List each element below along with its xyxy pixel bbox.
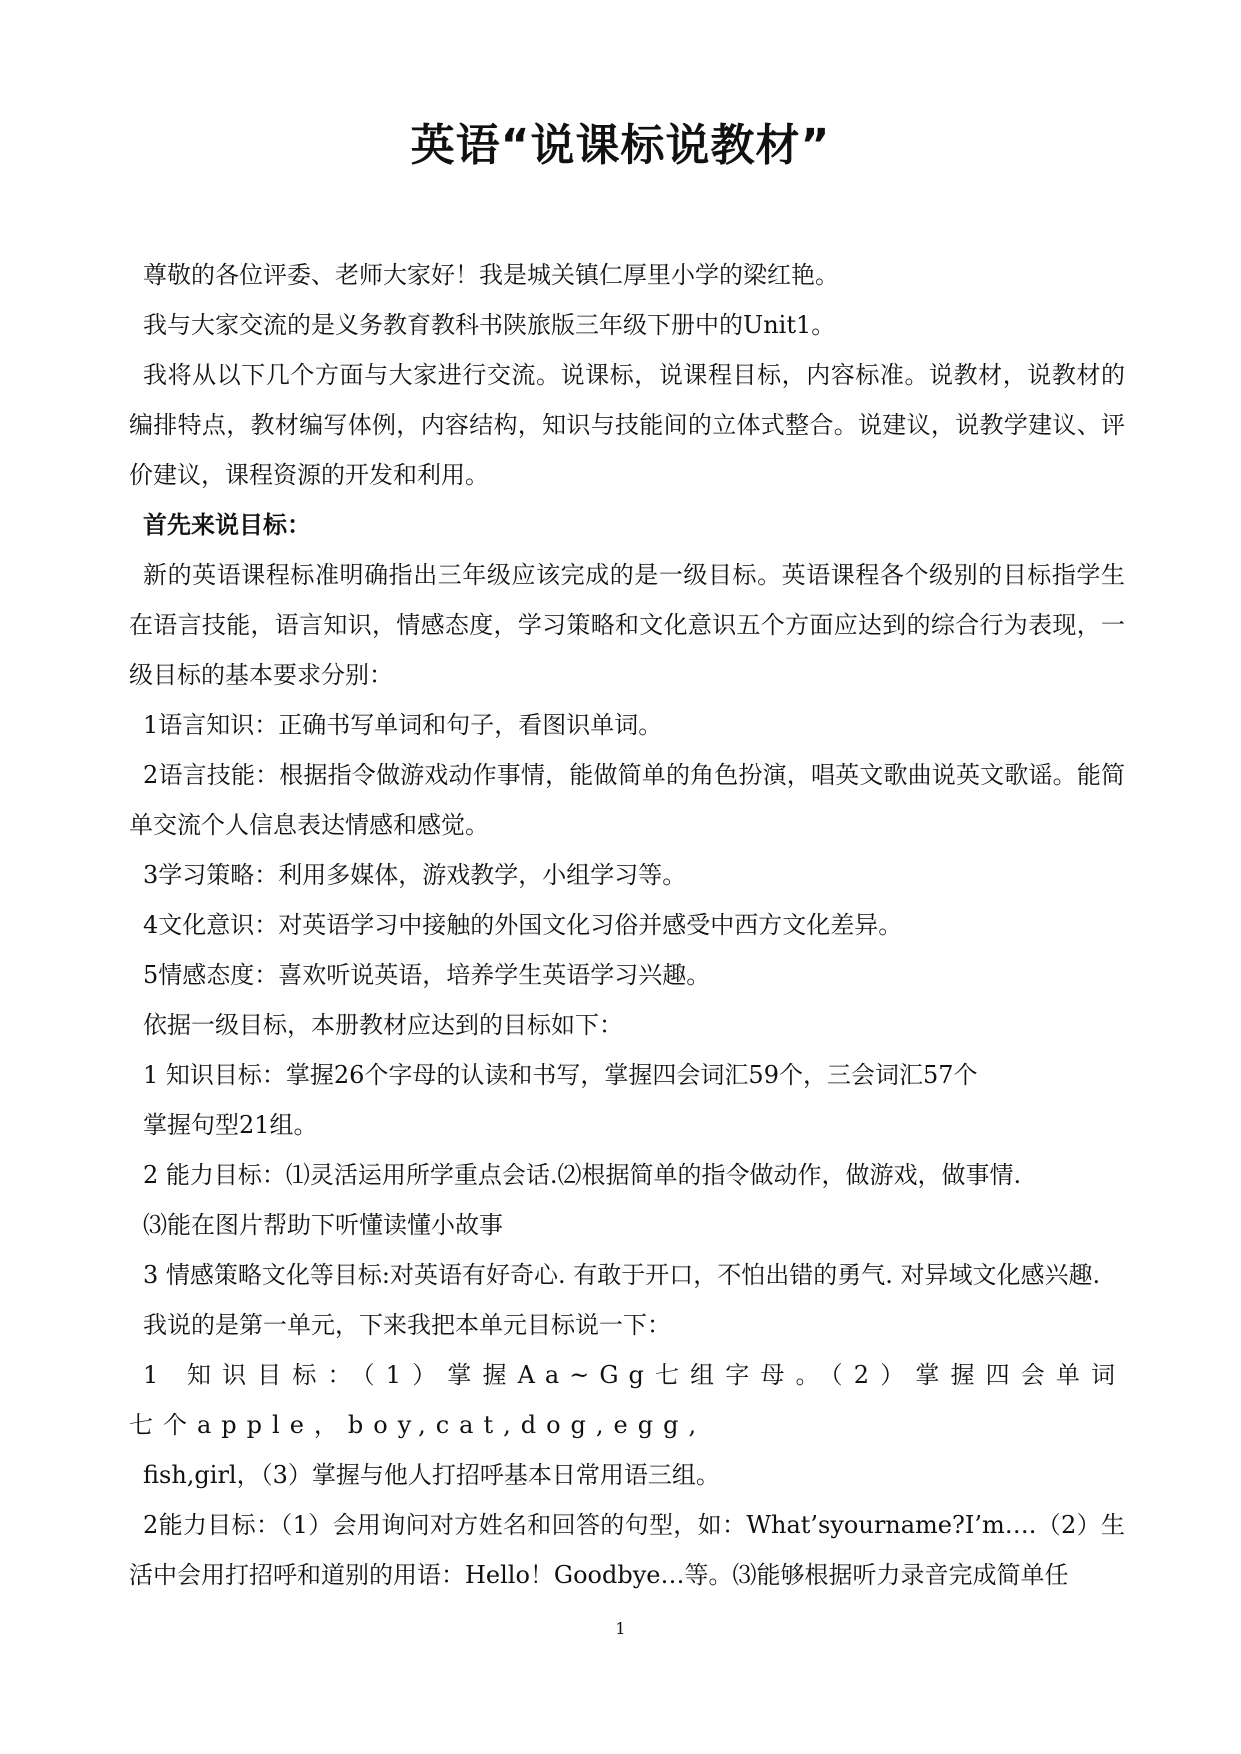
document-title: 英语“说课标说教材” [410, 120, 831, 171]
paragraph-book-goals-intro: 依据一级目标，本册教材应达到的目标如下： [143, 1011, 623, 1039]
list-item-ability-goals-cont: ⑶能在图片帮助下听懂读懂小故事 [143, 1211, 503, 1239]
list-item-language-knowledge: 1语言知识：正确书写单词和句子，看图识单词。 [143, 711, 663, 739]
list-item-cultural-awareness: 4文化意识：对英语学习中接触的外国文化习俗并感受中西方文化差异。 [143, 911, 903, 939]
list-item-unit-ability-goals: 2能力目标：（1）会用询问对方姓名和回答的句型，如：What’syourname?I’m….（2）生活中会用打招呼和道别的用语：Hello！Goodbye…等。⑶能够根据听力录音完成简单任 [129, 1511, 1125, 1589]
paragraph-curriculum-standard: 新的英语课程标准明确指出三年级应该完成的是一级目标。英语课程各个级别的目标指学生在语言技能，语言知识，情感态度，学习策略和文化意识五个方面应达到的综合行为表现，一级目标的基本要求分别： [129, 561, 1125, 689]
list-item-unit-knowledge-goals: 1 知识目标：（1）掌握Aa~Gg七组字母。（2）掌握四会单词七个apple，boy,cat,dog,egg, [129, 1361, 1125, 1439]
list-item-emotion-strategy-goals: 3 情感策略文化等目标:对英语有好奇心. 有敢于开口，不怕出错的勇气. 对异域文化感兴趣. [143, 1261, 1101, 1289]
list-item-knowledge-goals: 1 知识目标：掌握26个字母的认读和书写，掌握四会词汇59个，三会词汇57个 [143, 1061, 978, 1089]
list-item-emotional-attitude: 5情感态度：喜欢听说英语，培养学生英语学习兴趣。 [143, 961, 711, 989]
paragraph-outline: 我将从以下几个方面与大家进行交流。说课标，说课程目标，内容标准。说教材，说教材的编排特点，教材编写体例，内容结构，知识与技能间的立体式整合。说建议，说教学建议、评价建议，课程资源的开发和利用。 [129, 361, 1125, 489]
page-number: 1 [615, 1619, 626, 1638]
list-item-knowledge-goals-cont: 掌握句型21组。 [143, 1111, 318, 1139]
paragraph-unit-goals-intro: 我说的是第一单元，下来我把本单元目标说一下： [143, 1311, 671, 1339]
section-heading-goals: 首先来说目标： [143, 511, 311, 539]
list-item-ability-goals: 2 能力目标：⑴灵活运用所学重点会话.⑵根据简单的指令做动作，做游戏，做事情. [143, 1161, 1022, 1189]
paragraph-greeting: 尊敬的各位评委、老师大家好！我是城关镇仁厚里小学的梁红艳。 [143, 261, 839, 289]
document-body [129, 250, 1125, 1600]
list-item-unit-knowledge-goals-cont: fish,girl，（3）掌握与他人打招呼基本日常用语三组。 [143, 1461, 720, 1489]
list-item-learning-strategies: 3学习策略：利用多媒体，游戏教学，小组学习等。 [143, 861, 687, 889]
list-item-language-skills: 2语言技能：根据指令做游戏动作事情，能做简单的角色扮演，唱英文歌曲说英文歌谣。能简单交流个人信息表达情感和感觉。 [129, 761, 1125, 839]
paragraph-topic: 我与大家交流的是义务教育教科书陕旅版三年级下册中的Unit1。 [143, 311, 836, 339]
